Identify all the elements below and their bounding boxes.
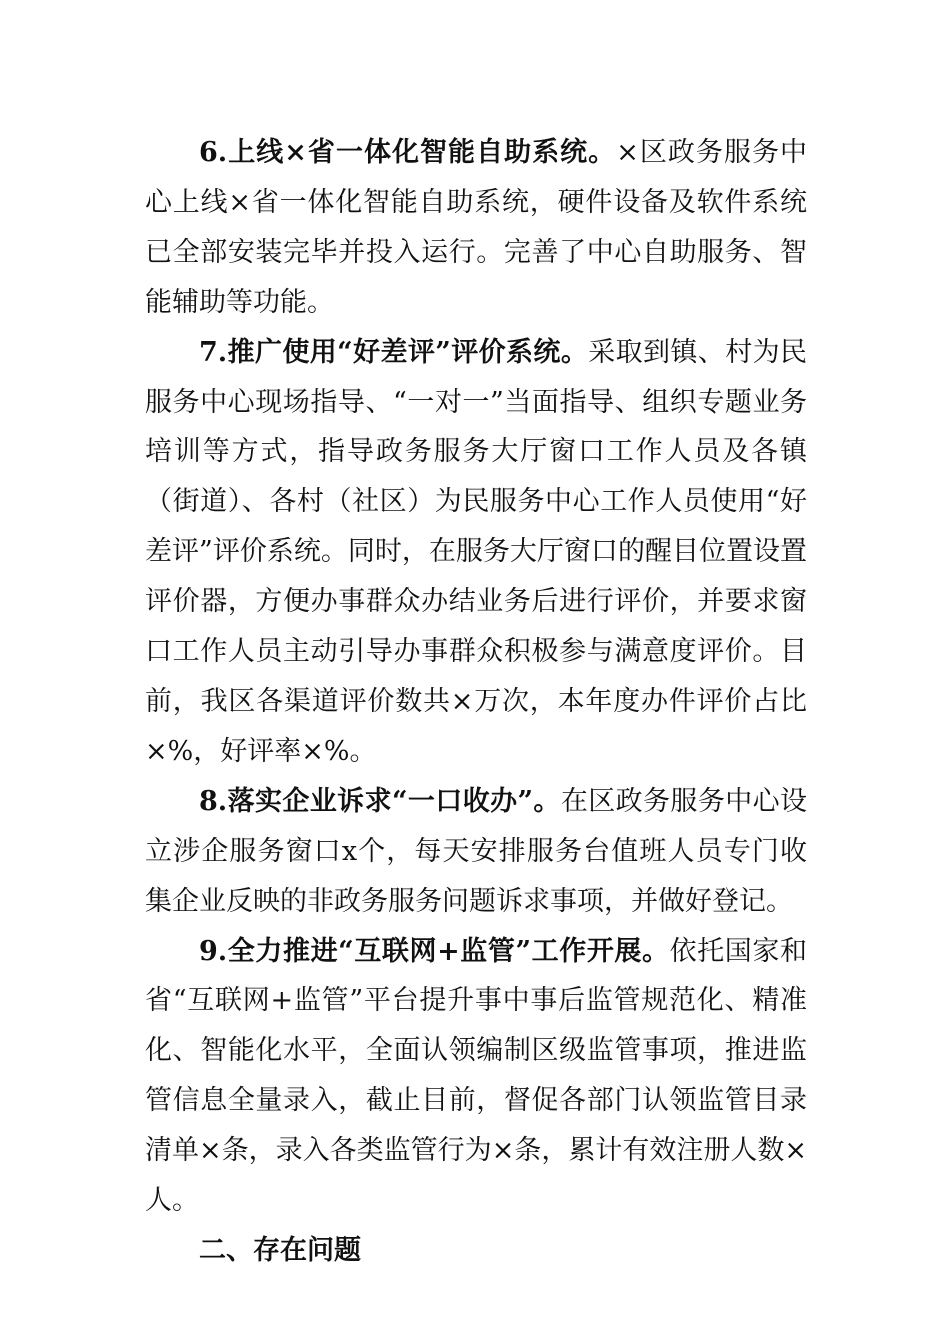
paragraph-9 xyxy=(145,927,807,1226)
paragraph-6 xyxy=(145,128,807,328)
paragraph-7-body: 采取到镇、村为民服务中心现场指导、“一对一”当面指导、组织专题业务培训等方式，指导政务服务大厅窗口工作人员及各镇（街道）、各村（社区）为民服务中心工作人员使用“好差评”评价系统。同时，在服务大厅窗口的醒目位置设置评价器，方便办事群众办结业务后进行评价，并要求窗口工作人员主动引导办事群众积极参与满意度评价。目前，我区各渠道评价数共×万次，本年度办件评价占比×%，好评率×%。 xyxy=(145,336,808,767)
paragraph-6-body: ×区政务服务中心上线×省一体化智能自助系统，硬件设备及软件系统已全部安装完毕并投入运行。完善了中心自助服务、智能辅助等功能。 xyxy=(145,137,808,318)
paragraph-6-title: 6.上线×省一体化智能自助系统。 xyxy=(199,137,617,168)
paragraph-8-title: 8.落实企业诉求“一口收办”。 xyxy=(199,785,561,817)
paragraph-8 xyxy=(145,777,807,927)
paragraph-9-title: 9.全力推进“互联网+监管”工作开展。 xyxy=(199,935,670,967)
section-heading: 二、存在问题 xyxy=(199,1234,361,1266)
paragraph-8-body: 在区政务服务中心设立涉企服务窗口x个，每天安排服务台值班人员专门收集企业反映的非政务服务问题诉求事项，并做好登记。 xyxy=(145,785,808,917)
paragraph-9-body: 依托国家和省“互联网+监管”平台提升事中事后监管规范化、精准化、智能化水平，全面认领编制区级监管事项，推进监管信息全量录入，截止目前，督促各部门认领监管目录清单×条，录入各类监管行为×条，累计有效注册人数×人。 xyxy=(145,935,807,1217)
paragraph-7 xyxy=(145,328,807,777)
paragraph-7-title: 7.推广使用“好差评”评价系统。 xyxy=(199,336,589,368)
document-page xyxy=(145,128,807,1276)
